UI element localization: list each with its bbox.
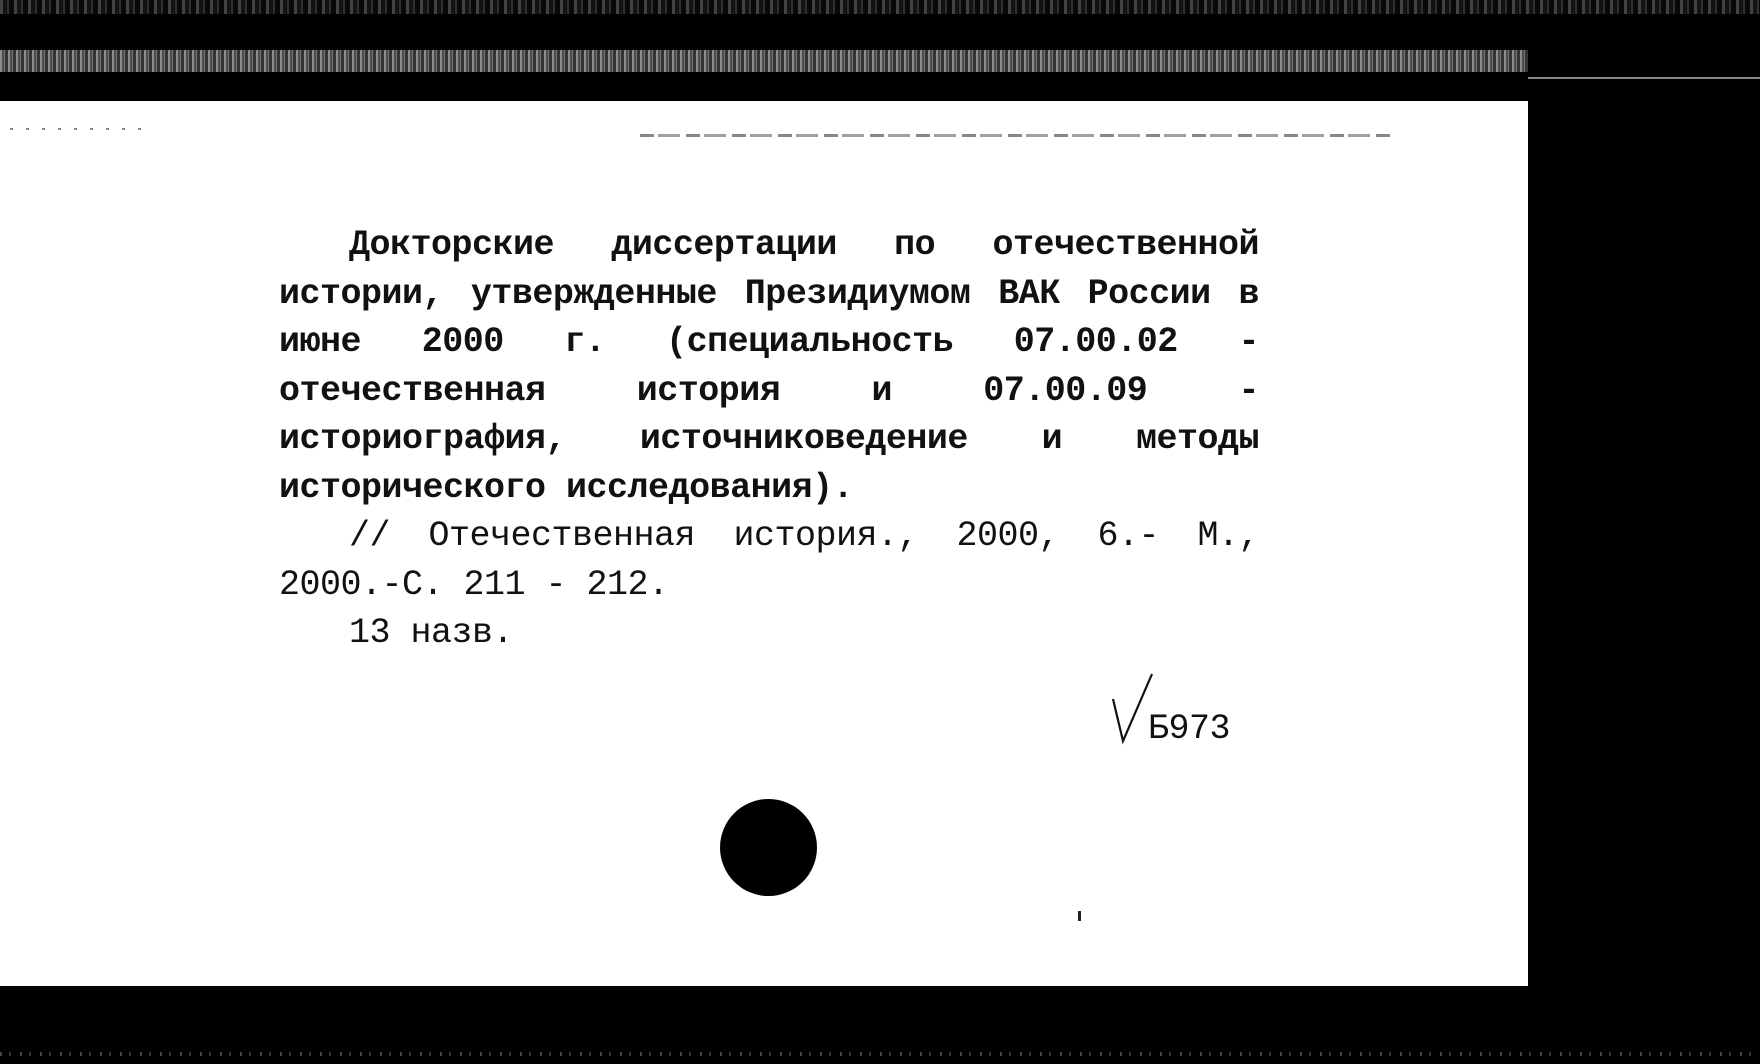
scan-noise-band — [0, 50, 1528, 72]
card-title: Докторские диссертации по отечественной истории, утвержденные Президиумом ВАК России в июне 2000 г. (специальность 07.00.02 - отечественная история и 07.00.09 - историография, источниковедение и методы исторического исследования). — [279, 225, 1259, 508]
punch-hole — [720, 799, 817, 896]
scan-noise-bottom — [0, 1052, 1760, 1056]
catalog-card — [0, 101, 1528, 986]
scan-noise-rule — [1528, 77, 1760, 79]
card-text — [279, 221, 1259, 658]
card-source: // Отечественная история., 2000, 6.- М., 2000.-С. 211 - 212. — [279, 516, 1259, 605]
scan-dots-left — [10, 128, 150, 130]
scan-speck — [1078, 911, 1081, 921]
scan-dots-top — [640, 134, 1390, 137]
card-code: Б973 — [1148, 709, 1231, 749]
card-count: 13 назв. — [349, 613, 514, 653]
card-mark — [1108, 669, 1238, 749]
scan-noise-top — [0, 0, 1760, 14]
